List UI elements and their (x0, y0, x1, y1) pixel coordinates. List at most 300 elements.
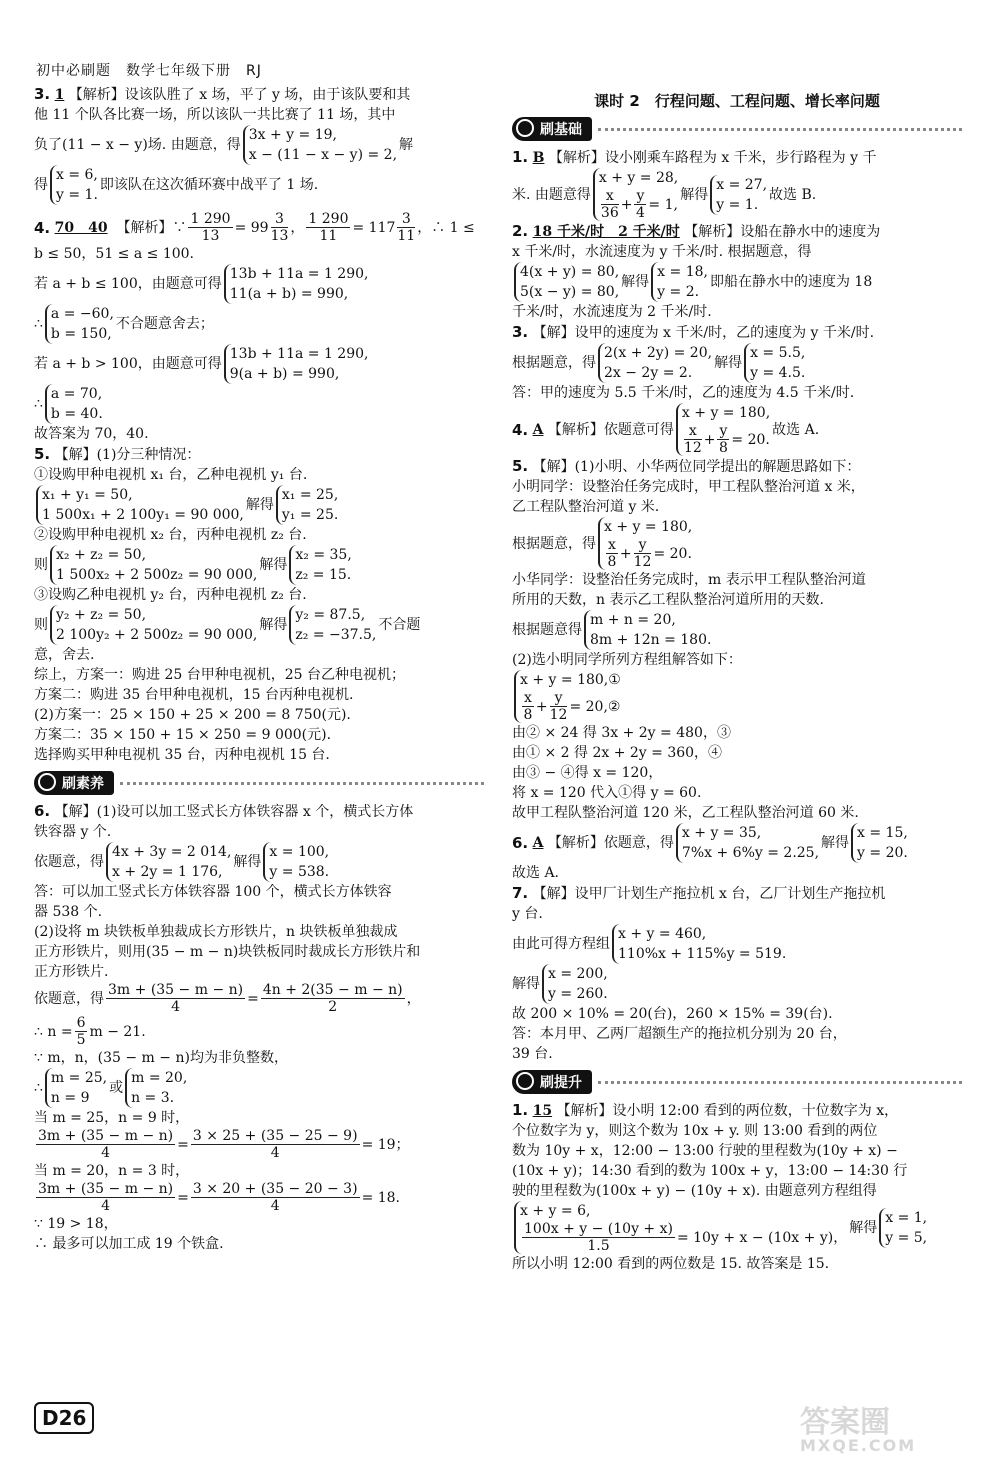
text: 13 (270, 228, 289, 244)
text-line: 【解析】设该队胜了 x 场，平了 y 场，由于该队要和其 (68, 87, 411, 103)
text: 3m + (35 − m − n) (38, 1181, 174, 1197)
fraction (261, 982, 405, 1015)
text: 所以小明 12:00 看到的两位数是 15. 故答案是 15. (512, 1256, 830, 1272)
solution-system (710, 175, 767, 215)
text: 6 (76, 1015, 86, 1031)
text: 1 500x₁ + 2 100y₁ = 90 000, (42, 507, 244, 523)
text: 1 290 (190, 211, 231, 227)
question-6 (512, 823, 962, 883)
solution-system (879, 1208, 927, 1248)
text: x + y = 28, (598, 170, 679, 186)
equation-system (106, 842, 231, 882)
text: x₁ = 25, (281, 487, 339, 503)
equation-system (598, 343, 712, 383)
text: 小明同学：设整治任务完成时，甲工程队整治河道 x 米， (512, 479, 865, 495)
text: 驶的里程数为(100x + y) − (10y + x). 由题意列方程组得 (512, 1183, 877, 1199)
text: 【解】(1)小明、小华两位同学提出的解题思路如下： (532, 459, 861, 475)
text: = 10y + x − (10x + y)， (676, 1229, 848, 1246)
text: 综上，方案一：购进 25 台甲种电视机，25 台乙种电视机； (34, 667, 405, 683)
text: 13b + 11a = 1 290, (229, 266, 369, 282)
text: 意，舍去. (34, 647, 95, 663)
text: 1 500x₂ + 2 500z₂ = 90 000, (56, 567, 258, 583)
text: 不合题意舍去； (115, 316, 214, 332)
advanced-question-1 (512, 1100, 962, 1274)
text: = 117 (352, 219, 396, 236)
text: = 1, (648, 196, 678, 213)
text: a = 70, (50, 386, 103, 402)
text: 乙工程队整治河道 y 米. (512, 499, 660, 515)
text: m = 20, (131, 1070, 188, 1086)
solution-system (276, 485, 338, 525)
text: 11 (397, 228, 416, 244)
text: 11 (319, 228, 338, 244)
text: x + y = 180,① (520, 672, 621, 688)
text: x = 15, (857, 825, 908, 841)
fraction (191, 1181, 360, 1214)
equation-system (593, 168, 678, 221)
text: 12 (633, 554, 652, 570)
right-column (512, 84, 962, 1274)
text: 若 a + b > 100，由题意可得 (34, 356, 222, 372)
text: 8 (718, 440, 728, 456)
problem-number: 6. (34, 802, 51, 820)
text: x = 1, (885, 1209, 928, 1226)
text: 则 (34, 617, 48, 633)
text: 个位数字为 y，则这个数为 10x + y. 则 13:00 看到的两位 (512, 1123, 878, 1139)
text: 故选 A. (512, 865, 560, 881)
equation-system (243, 125, 397, 165)
text: 刷提升 (540, 1075, 582, 1091)
text: 12 (683, 440, 702, 456)
equation-system (598, 517, 692, 570)
text: (10x + y)；14:30 看到的数为 100x + y，13:00 − 14:30 行 (512, 1163, 908, 1179)
fraction (36, 1128, 175, 1161)
text: m = 25, (50, 1070, 108, 1086)
text: x = 18, (657, 264, 708, 280)
text: x₁ + y₁ = 50, (42, 487, 133, 503)
fraction (397, 211, 415, 244)
text: + (535, 698, 548, 715)
text: b = 40. (50, 406, 103, 422)
text: 100x + y − (10y + x) (524, 1221, 673, 1237)
text: 器 538 个. (34, 904, 103, 920)
text: 由③ − ④得 x = 120， (512, 765, 663, 781)
text: x (608, 537, 616, 553)
text: 5 (76, 1032, 86, 1048)
text: 正方形铁片，则用(35 − m − n)块铁板同时裁成长方形铁片和 (34, 944, 421, 960)
text: + (619, 545, 632, 562)
text: ∴ (34, 1080, 43, 1096)
text: 铁容器 y 个. (34, 824, 112, 840)
text: 根据题意，得 (512, 355, 596, 371)
text: 解得 (512, 976, 540, 992)
text: 7%x + 6%y = 2.25, (681, 845, 820, 861)
text: 小华同学：设整治任务完成时，m 表示甲工程队整治河道 (512, 572, 866, 588)
text: 故甲工程队整治河道 120 米，乙工程队整治河道 60 米. (512, 805, 859, 821)
text: 4(x + y) = 80, (520, 264, 620, 280)
text: x + y = 180, (604, 519, 693, 535)
text: 由此可得方程组 (512, 936, 610, 952)
text: 3 (271, 211, 289, 228)
text: 18 千米/时 2 千米/时 (532, 224, 680, 240)
text: 即船在静水中的速度为 18 (709, 274, 873, 290)
text: 解得 (259, 557, 288, 573)
text: 【解析】依题意，得 (547, 835, 674, 851)
text: ，∴ 1 ≤ (417, 219, 475, 236)
text: 8 (523, 707, 533, 723)
text: x = 27, (716, 176, 768, 193)
text: (2)设将 m 块铁板单独裁成长方形铁片，n 块铁板单独裁成 (34, 924, 398, 940)
section-badge-tisheng (512, 1070, 962, 1094)
text: 3m + (35 − m − n) (108, 982, 244, 998)
equation-system (224, 264, 369, 304)
problem-number: 4. (34, 218, 51, 237)
text: y = 538. (269, 864, 330, 880)
text: (2)选小明同学所列方程组解答如下： (512, 652, 742, 668)
equation-system (50, 605, 257, 645)
text: ∴ (34, 396, 43, 412)
text: 15 (532, 1103, 553, 1119)
text: 110%x + 115%y = 519. (618, 946, 787, 962)
text: 5. (512, 457, 529, 475)
equation-system (584, 610, 711, 650)
text: 【解析】∵ (116, 219, 187, 236)
text: x + 2y = 1 176, (112, 864, 223, 880)
dotted-divider (598, 1081, 962, 1084)
text: B (532, 150, 545, 166)
text: 5(x − y) = 80, (520, 284, 620, 300)
text: 依题意，得 (34, 990, 104, 1007)
text: 3 × 20 + (35 − 20 − 3) (192, 1181, 358, 1197)
question-3 (512, 322, 962, 403)
text: = 20. (653, 545, 692, 562)
text: x (601, 188, 619, 205)
equation-system (676, 823, 819, 863)
text: ∴ (34, 316, 43, 332)
text: 答：甲的速度为 5.5 千米/时，乙的速度为 4.5 千米/时. (512, 385, 855, 401)
text: 4 (101, 1198, 111, 1214)
text: 3. (512, 323, 529, 341)
text: ①设购甲种电视机 x₁ 台，乙种电视机 y₁ 台. (34, 467, 308, 483)
text: 4x + 3y = 2 014, (112, 844, 232, 860)
text: ∵ m，n，(35 − m − n)均为非负整数， (34, 1050, 288, 1066)
text: 方案二：35 × 150 + 15 × 250 = 9 000(元). (34, 727, 332, 743)
fraction (75, 1015, 88, 1048)
text: 4n + 2(35 − m − n) (262, 982, 403, 998)
problem-4 (34, 211, 484, 444)
solution-system (289, 605, 376, 645)
equation-system (612, 924, 786, 964)
question-4 (512, 403, 962, 456)
text: ∵ 19 > 18， (34, 1216, 118, 1232)
section-badge-suyang (34, 771, 484, 795)
text: = 20. (731, 431, 770, 448)
text: 故选 B. (769, 186, 817, 203)
text: x + y = 35, (681, 825, 762, 841)
fraction (306, 211, 350, 244)
problem-number: 3. (34, 85, 51, 103)
fraction (36, 1181, 175, 1214)
text: 将 x = 120 代入①得 y = 60. (512, 785, 702, 801)
text: 4. (512, 420, 529, 439)
solution-system (289, 545, 351, 585)
text: A (532, 835, 544, 851)
text: 得 (34, 177, 48, 193)
fraction (188, 211, 232, 244)
text: 解 (399, 137, 414, 153)
text: = 20,② (569, 698, 621, 715)
solution-system (125, 1068, 187, 1108)
answer: 70 40 (54, 219, 108, 236)
text: y (550, 690, 568, 707)
text: 或 (109, 1080, 124, 1096)
text: 解得 (245, 497, 274, 513)
text: y = 1. (56, 187, 98, 203)
equation-system (50, 545, 257, 585)
text: 【解析】依题意可得 (547, 421, 674, 438)
text: 解得 (233, 854, 262, 870)
text: 11(a + b) = 990, (229, 286, 349, 302)
left-column (34, 84, 484, 1254)
answer: 1 (54, 87, 65, 103)
text: 39 台. (512, 1046, 553, 1062)
text: 7. (512, 884, 529, 902)
text: 9(a + b) = 990, (229, 366, 340, 382)
problem-6: 6. 【解】(1)设可以加工竖式长方体铁容器 x 个，横式长方体 铁容器 y 个. 依题意，得 4x + 3y = 2 014, x + 2y = 1 176, 解得 x = 100, y = 538. 答：可以加工竖式长方体铁容器 100 个，横式长方体铁容 器 538 个. (2)设将 m 块铁板单独裁成长方形铁片，n 块铁板单独裁成 正方形铁片，则用(35 − m − n)块铁板同时裁成长方形铁片和 正方形铁片. 依题意，得 $\frac{3m + (35 - m - n)}{4}$ = $\frac{4n + 2(35 - m - n)}{2}$ ， ∴ n = $\frac{6}{5}$ m − 21. ∵ m，n，(35 − m − n)均为非负整数， ∴ m = 25, n = 9 或 m = 20, n = 3. 当 m = 25，n = 9 时， $\frac{3m + (35 - m - n)}{4}$ = $\frac{3 \times 25 + (35 - 25 - 9)}{4}$ = 19； 当 m = 20，n = 3 时， $\frac{3m + (35 - m - n)}{4}$ = $\frac{3 \times 20 + (35 - 20 - 3)}{4}$ = 18. ∵ 19 > 18， ∴ 最多可以加工成 19 个铁盒. (34, 801, 484, 1254)
text: 【解析】设船在静水中的速度为 (684, 224, 881, 240)
dotted-divider (120, 782, 484, 785)
text: 千米/时，水流速度为 2 千米/时. (512, 304, 712, 320)
text: 当 m = 25，n = 9 时， (34, 1110, 190, 1126)
text: 由① × 2 得 2x + 2y = 360，④ (512, 745, 723, 761)
equation-system (514, 670, 621, 723)
text: 选择购买甲种电视机 35 台，丙种电视机 15 台. (34, 747, 330, 763)
text: 刷素养 (62, 776, 104, 792)
question-7 (512, 883, 962, 1064)
question-5 (512, 456, 962, 823)
text: y = 1. (716, 196, 759, 213)
text: 12 (549, 707, 568, 723)
question-1 (512, 147, 962, 221)
text: 【解】设甲的速度为 x 千米/时，乙的速度为 y 千米/时. (532, 325, 875, 341)
text: 4 (171, 999, 181, 1015)
text: y 台. (512, 906, 543, 922)
page-number: D26 (34, 1402, 94, 1434)
text: x = 200, (548, 966, 608, 982)
text: 1. (512, 148, 529, 166)
text: x = 6, (56, 167, 98, 183)
text: 方案二：购进 35 台甲种电视机，15 台丙种电视机. (34, 687, 354, 703)
problem-3 (34, 84, 484, 205)
text: 2x − 2y = 2. (604, 365, 693, 381)
brush-icon (516, 1072, 534, 1090)
text: y = 260. (548, 986, 608, 1002)
text: 答：可以加工竖式长方体铁容器 100 个，横式长方体铁容 (34, 884, 392, 900)
text: 则 (34, 557, 48, 573)
text: 由② × 24 得 3x + 2y = 480，③ (512, 725, 731, 741)
text: 1 290 (308, 211, 349, 227)
text: 8m + 12n = 180. (590, 632, 712, 648)
text: y = 5, (885, 1229, 928, 1246)
text: 所用的天数，n 表示乙工程队整治河道所用的天数. (512, 592, 824, 608)
text: 【解】(1)设可以加工竖式长方体铁容器 x 个，横式长方体 (54, 804, 414, 820)
text: 1.5 (587, 1238, 610, 1254)
text: 依题意，得 (34, 854, 104, 870)
text: x (524, 690, 532, 706)
text: 解得 (849, 1219, 878, 1236)
solution-system (744, 343, 805, 383)
text: ， (406, 990, 421, 1007)
text: a = −60, (50, 306, 114, 322)
section-badge-jichu (512, 117, 962, 141)
text: 解得 (821, 835, 850, 851)
fraction (106, 982, 245, 1015)
text: z₂ = 15. (295, 567, 352, 583)
text: 【解】(1)分三种情况： (54, 447, 201, 463)
text: = 18. (361, 1189, 401, 1206)
text: 4 (101, 1145, 111, 1161)
solution-system (542, 964, 608, 1004)
text: 【解析】设小刚乘车路程为 x 千米，步行路程为 y 千 (548, 150, 877, 166)
text: 若 a + b ≤ 100，由题意可得 (34, 276, 222, 292)
text: (2)方案一：25 × 150 + 25 × 200 = 8 750(元). (34, 707, 351, 723)
text: ， (290, 219, 305, 236)
text: x₂ + z₂ = 50, (56, 547, 147, 563)
text: = 19； (361, 1136, 410, 1153)
solution-system (45, 384, 103, 424)
text: 2 100y₂ + 2 500z₂ = 90 000, (56, 627, 258, 643)
brush-icon (38, 773, 56, 791)
text: 不合题 (378, 617, 421, 633)
text: 米. 由题意得 (512, 186, 591, 203)
solution-system (45, 304, 114, 344)
text: 2(x + 2y) = 20, (604, 345, 713, 361)
brush-icon (516, 119, 534, 137)
text: 6. (512, 834, 529, 852)
text: y = 2. (657, 284, 700, 300)
text: 故 200 × 10% = 20(台)，260 × 15% = 39(台). (512, 1006, 833, 1022)
text: y = 4.5. (750, 365, 806, 381)
text: y₁ = 25. (281, 507, 339, 523)
text: 2. (512, 222, 529, 240)
text: ∴ n = (34, 1023, 73, 1040)
text: 【解】设甲厂计划生产拖拉机 x 台，乙厂计划生产拖拉机 (532, 886, 886, 902)
solution-system (651, 262, 708, 302)
text: 4 (270, 1145, 280, 1161)
text: 3 (397, 211, 415, 228)
text: 故选 A. (772, 421, 820, 438)
text-line: 他 11 个队各比赛一场，所以该队一共比赛了 11 场，其中 (34, 107, 396, 123)
text: 解得 (259, 617, 288, 633)
text: 解得 (680, 186, 709, 203)
text: y (636, 188, 645, 204)
equation-system (224, 344, 369, 384)
text: y₂ + z₂ = 50, (56, 607, 147, 623)
text: 刷基础 (540, 122, 582, 138)
solution-system (851, 823, 908, 863)
text-line: b ≤ 50，51 ≤ a ≤ 100. (34, 246, 195, 262)
dotted-divider (598, 128, 962, 131)
problem-5 (34, 444, 484, 765)
text: 负了(11 − x − y)场. 由题意，得 (34, 137, 241, 153)
equation-system (514, 262, 619, 302)
text: 2 (328, 999, 338, 1015)
text: 即该队在这次循环赛中战平了 1 场. (99, 177, 319, 193)
text: x 千米/时，水流速度为 y 千米/时. 根据题意，得 (512, 244, 812, 260)
text: 正方形铁片. (34, 964, 109, 980)
text: y = 20. (857, 845, 908, 861)
text: n = 9 (50, 1090, 90, 1106)
text: m + n = 20, (590, 612, 676, 628)
fraction (191, 1128, 360, 1161)
text: 13 (201, 228, 220, 244)
text-line: 故答案为 70，40. (34, 426, 149, 442)
text: m − 21. (89, 1023, 146, 1040)
text: y (634, 537, 652, 554)
text: ②设购甲种电视机 x₂ 台，丙种电视机 z₂ 台. (34, 527, 307, 543)
lesson-title: 课时 2 行程问题、工程问题、增长率问题 (594, 92, 880, 110)
text: x + y = 460, (618, 926, 707, 942)
text: ③设购乙种电视机 y₂ 台，丙种电视机 z₂ 台. (34, 587, 307, 603)
solution-system (45, 1068, 107, 1108)
text: + (703, 431, 716, 448)
text: 3m + (35 − m − n) (38, 1128, 174, 1144)
page-header: 初中必刷题 数学七年级下册 RJ (36, 63, 262, 79)
text: 答案圈 (800, 1405, 890, 1440)
solution-system (50, 165, 98, 205)
text: 解得 (621, 274, 650, 290)
fraction (271, 211, 289, 244)
text: 答：本月甲、乙两厂超额生产的拖拉机分别为 20 台， (512, 1026, 847, 1042)
text: 1. (512, 1101, 529, 1119)
text: ∴ 最多可以加工成 19 个铁盒. (34, 1236, 224, 1252)
text: 13b + 11a = 1 290, (229, 346, 369, 362)
text: 4 (270, 1198, 280, 1214)
question-2 (512, 221, 962, 322)
text: 3x + y = 19, (248, 127, 337, 143)
text: 【解析】设小明 12:00 看到的两位数，十位数字为 x， (556, 1103, 899, 1119)
text: 根据题意得 (512, 622, 582, 638)
text: x₂ = 35, (295, 547, 352, 563)
text: 根据题意，得 (512, 535, 596, 552)
text: n = 3. (131, 1090, 175, 1106)
text: x = 100, (269, 844, 330, 860)
text: z₂ = −37.5, (295, 627, 377, 643)
text: MXQE.COM (800, 1436, 917, 1455)
text: 4 (635, 205, 645, 221)
problem-number: 5. (34, 445, 51, 463)
text: b = 150, (50, 326, 112, 342)
text: x (684, 423, 702, 440)
text: = 99 (234, 219, 269, 236)
solution-system (263, 842, 329, 882)
text: y₂ = 87.5, (295, 607, 366, 623)
text: 数为 10y + x，12:00 − 13:00 行驶的里程数为(10y + x) − (512, 1143, 898, 1159)
text: 3 × 25 + (35 − 25 − 9) (192, 1128, 358, 1144)
text: y (719, 423, 728, 439)
text: A (532, 421, 544, 438)
text: 当 m = 20，n = 3 时， (34, 1163, 190, 1179)
text: x − (11 − x − y) = 2, (248, 147, 398, 163)
equation-system (36, 485, 244, 525)
watermark-logo (800, 1405, 960, 1455)
text: x + y = 6, (520, 1203, 591, 1219)
text: 8 (607, 554, 617, 570)
text: + (620, 196, 633, 213)
text: x + y = 180, (681, 405, 771, 421)
text: 36 (600, 205, 619, 221)
equation-system (676, 403, 770, 456)
